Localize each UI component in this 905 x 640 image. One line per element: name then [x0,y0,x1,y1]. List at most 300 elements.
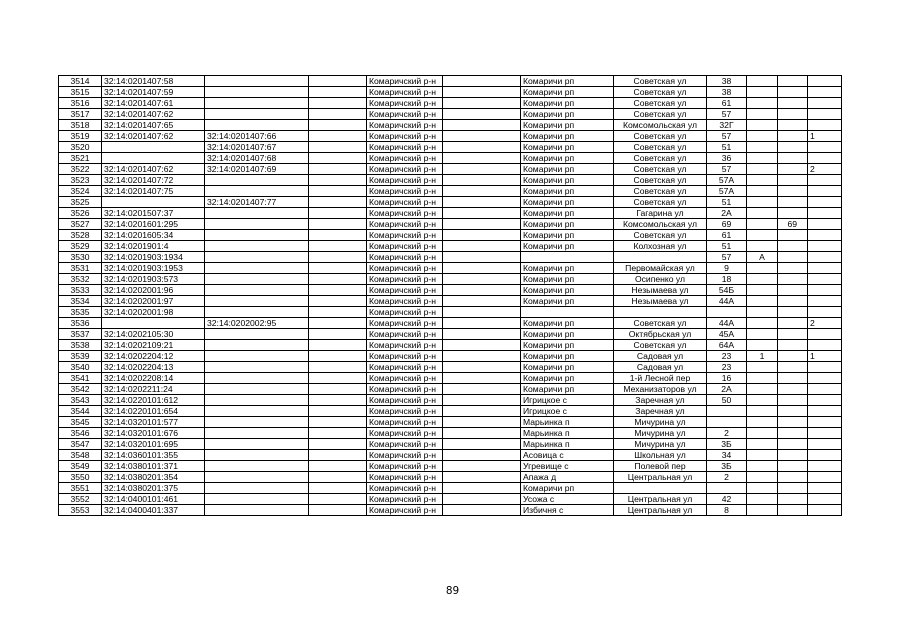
cell-building [747,483,778,494]
cell-cadastral-number: 32:14:0380201:354 [102,472,205,483]
cell-linked-cadastral-number [205,384,309,395]
cell-district: Комаричский р-н [367,230,443,241]
cell-building [747,395,778,406]
cell-street: Советская ул [614,164,707,175]
cell-empty-column [309,274,367,285]
table-row [59,494,842,505]
cell-empty-column [309,406,367,417]
cell-empty-column-2 [443,351,521,362]
cell-empty-column-2 [443,131,521,142]
cell-house-number: 3Б [707,461,747,472]
cell-cadastral-number: 32:14:0380201:375 [102,483,205,494]
cell-empty-column-2 [443,494,521,505]
cell-district: Комаричский р-н [367,241,443,252]
cell-empty-column-2 [443,307,521,318]
table-row [59,340,842,351]
cell-settlement: Комаричи рп [521,318,614,329]
cell-house-number: 57 [707,131,747,142]
cell-row-number: 3532 [59,274,102,285]
cell-cadastral-number: 32:14:0202001:97 [102,296,205,307]
cell-count [808,153,842,164]
cell-street: Советская ул [614,230,707,241]
cell-empty-column [309,439,367,450]
cell-cadastral-number [102,197,205,208]
cell-house-number: 34 [707,450,747,461]
cell-district: Комаричский р-н [367,87,443,98]
cell-linked-cadastral-number [205,406,309,417]
cell-count [808,219,842,230]
cell-house-number: 51 [707,142,747,153]
cell-street: Мичурина ул [614,417,707,428]
cell-street: Незымаева ул [614,296,707,307]
cell-district: Комаричский р-н [367,384,443,395]
cell-building [747,230,778,241]
cell-empty-column [309,318,367,329]
cell-cadastral-number: 32:14:0201407:65 [102,120,205,131]
cell-building [747,329,778,340]
cell-street: Мичурина ул [614,428,707,439]
cell-settlement: Комаричи рп [521,362,614,373]
cell-empty-column [309,461,367,472]
cell-count: 1 [808,131,842,142]
cell-building [747,417,778,428]
cell-linked-cadastral-number [205,428,309,439]
cell-empty-column-2 [443,505,521,516]
cell-district: Комаричский р-н [367,406,443,417]
cell-building [747,186,778,197]
cell-district: Комаричский р-н [367,285,443,296]
cell-empty-column [309,87,367,98]
cell-cadastral-number: 32:14:0201507:37 [102,208,205,219]
cell-building [747,263,778,274]
cell-street: Полевой пер [614,461,707,472]
cell-district: Комаричский р-н [367,483,443,494]
cell-building [747,274,778,285]
cell-cadastral-number: 32:14:0201407:61 [102,98,205,109]
cell-cadastral-number: 32:14:0202109:21 [102,340,205,351]
cell-building [747,208,778,219]
table-row [59,351,842,362]
cell-empty-column-2 [443,219,521,230]
cell-district: Комаричский р-н [367,373,443,384]
cell-building [747,461,778,472]
cell-empty-column [309,384,367,395]
cell-district: Комаричский р-н [367,263,443,274]
cell-building [747,384,778,395]
cell-district: Комаричский р-н [367,307,443,318]
cell-house-number: 61 [707,98,747,109]
cell-row-number: 3537 [59,329,102,340]
cell-building [747,98,778,109]
cell-street: Садовая ул [614,351,707,362]
cell-linked-cadastral-number [205,307,309,318]
cell-row-number: 3547 [59,439,102,450]
table-row [59,318,842,329]
cell-street: Первомайская ул [614,263,707,274]
cell-district: Комаричский р-н [367,175,443,186]
cell-linked-cadastral-number [205,439,309,450]
table-row [59,208,842,219]
cell-count [808,417,842,428]
table-row [59,373,842,384]
cell-linked-cadastral-number [205,208,309,219]
cell-cadastral-number: 32:14:0202208:14 [102,373,205,384]
cell-building-number [778,329,808,340]
cell-building-number [778,76,808,87]
cell-row-number: 3552 [59,494,102,505]
cell-district: Комаричский р-н [367,417,443,428]
cell-settlement: Комаричи рп [521,87,614,98]
cell-empty-column-2 [443,153,521,164]
cell-empty-column-2 [443,472,521,483]
cell-cadastral-number: 32:14:0220101:612 [102,395,205,406]
cell-street: Советская ул [614,197,707,208]
cell-building [747,285,778,296]
table-row [59,153,842,164]
cell-cadastral-number: 32:14:0201407:75 [102,186,205,197]
cell-cadastral-number: 32:14:0201407:59 [102,87,205,98]
table-row [59,87,842,98]
table-row [59,230,842,241]
cell-building [747,76,778,87]
cell-building [747,164,778,175]
cell-count [808,340,842,351]
cell-settlement: Комаричи рп [521,208,614,219]
cell-street: Заречная ул [614,406,707,417]
cell-linked-cadastral-number [205,417,309,428]
cell-empty-column [309,208,367,219]
cell-row-number: 3542 [59,384,102,395]
cell-linked-cadastral-number [205,285,309,296]
cell-empty-column [309,329,367,340]
cell-settlement: Марьинка п [521,428,614,439]
cell-cadastral-number: 32:14:0201407:72 [102,175,205,186]
cell-row-number: 3535 [59,307,102,318]
cell-house-number: 9 [707,263,747,274]
cell-building [747,131,778,142]
cell-settlement: Комаричи рп [521,351,614,362]
cell-count [808,109,842,120]
cell-row-number: 3514 [59,76,102,87]
cell-building [747,241,778,252]
cell-row-number: 3522 [59,164,102,175]
cell-linked-cadastral-number [205,263,309,274]
cell-count [808,98,842,109]
cell-street: Колхозная ул [614,241,707,252]
table-row [59,98,842,109]
cell-building-number [778,494,808,505]
cell-linked-cadastral-number [205,505,309,516]
cell-building-number [778,450,808,461]
cell-linked-cadastral-number [205,373,309,384]
cell-empty-column [309,175,367,186]
cell-building [747,175,778,186]
cell-linked-cadastral-number [205,450,309,461]
table-row [59,439,842,450]
cell-empty-column-2 [443,186,521,197]
table-body [59,76,842,516]
cell-district: Комаричский р-н [367,461,443,472]
cell-empty-column-2 [443,483,521,494]
cell-empty-column [309,98,367,109]
cell-settlement: Комаричи рп [521,241,614,252]
cell-count [808,406,842,417]
cell-building [747,340,778,351]
cell-cadastral-number: 32:14:0220101:654 [102,406,205,417]
table-row [59,197,842,208]
table-row [59,285,842,296]
cell-district: Комаричский р-н [367,153,443,164]
cell-district: Комаричский р-н [367,296,443,307]
cell-count [808,230,842,241]
cell-house-number: 36 [707,153,747,164]
cell-district: Комаричский р-н [367,450,443,461]
cell-district: Комаричский р-н [367,494,443,505]
cell-street: Незымаева ул [614,285,707,296]
cell-building [747,307,778,318]
cell-street: Садовая ул [614,362,707,373]
cell-row-number: 3539 [59,351,102,362]
cell-district: Комаричский р-н [367,395,443,406]
table-row [59,296,842,307]
cell-building [747,197,778,208]
cell-settlement: Усожа с [521,494,614,505]
cell-street: Заречная ул [614,395,707,406]
cell-house-number: 42 [707,494,747,505]
cell-settlement [521,307,614,318]
cell-empty-column [309,494,367,505]
table-row [59,120,842,131]
cell-linked-cadastral-number: 32:14:0202002:95 [205,318,309,329]
cell-district: Комаричский р-н [367,362,443,373]
cell-house-number: 51 [707,197,747,208]
table-row [59,76,842,87]
cell-linked-cadastral-number [205,274,309,285]
cell-house-number: 3Б [707,439,747,450]
cell-row-number: 3525 [59,197,102,208]
cell-empty-column-2 [443,263,521,274]
cell-empty-column-2 [443,450,521,461]
cell-street: Советская ул [614,109,707,120]
table-row [59,164,842,175]
cell-empty-column-2 [443,230,521,241]
cell-house-number [707,406,747,417]
cell-building [747,109,778,120]
cell-empty-column-2 [443,142,521,153]
cell-linked-cadastral-number [205,76,309,87]
cell-row-number: 3541 [59,373,102,384]
cell-empty-column [309,120,367,131]
cell-settlement: Угревище с [521,461,614,472]
cell-street: Советская ул [614,153,707,164]
cell-street: Школьная ул [614,450,707,461]
cell-row-number: 3518 [59,120,102,131]
cell-row-number: 3524 [59,186,102,197]
cell-cadastral-number: 32:14:0201903:1953 [102,263,205,274]
cell-building [747,428,778,439]
cell-linked-cadastral-number [205,472,309,483]
cell-settlement: Комаричи рп [521,76,614,87]
cell-settlement: Комаричи рп [521,263,614,274]
cell-settlement: Комаричи рп [521,219,614,230]
cell-house-number: 50 [707,395,747,406]
cell-linked-cadastral-number [205,87,309,98]
cell-empty-column-2 [443,87,521,98]
cell-empty-column-2 [443,197,521,208]
cell-district: Комаричский р-н [367,340,443,351]
cell-building [747,472,778,483]
cell-linked-cadastral-number [205,494,309,505]
cell-house-number: 23 [707,351,747,362]
cell-cadastral-number: 32:14:0400101:461 [102,494,205,505]
cell-settlement: Комаричи рп [521,329,614,340]
table-row [59,263,842,274]
cell-count [808,252,842,263]
table-row [59,428,842,439]
cell-cadastral-number [102,153,205,164]
cell-settlement: Апажа д [521,472,614,483]
cell-house-number: 57 [707,164,747,175]
cell-house-number: 57 [707,252,747,263]
cell-empty-column-2 [443,395,521,406]
cell-house-number: 57А [707,186,747,197]
cell-row-number: 3543 [59,395,102,406]
cell-district: Комаричский р-н [367,164,443,175]
cell-empty-column-2 [443,428,521,439]
cell-street: Советская ул [614,87,707,98]
cell-street: Советская ул [614,318,707,329]
cell-building-number [778,384,808,395]
table-row [59,472,842,483]
cell-settlement: Комаричи рп [521,175,614,186]
table-row [59,142,842,153]
page-number: 89 [445,585,460,597]
cell-empty-column [309,164,367,175]
cell-count [808,494,842,505]
cell-building-number [778,461,808,472]
cell-settlement: Марьинка п [521,439,614,450]
cell-building-number [778,98,808,109]
cell-street: Гагарина ул [614,208,707,219]
cell-house-number: 16 [707,373,747,384]
cell-district: Комаричский р-н [367,208,443,219]
cell-row-number: 3536 [59,318,102,329]
cell-empty-column-2 [443,439,521,450]
cell-building [747,142,778,153]
cell-empty-column-2 [443,252,521,263]
cell-district: Комаричский р-н [367,351,443,362]
cell-linked-cadastral-number [205,241,309,252]
cell-row-number: 3544 [59,406,102,417]
cell-building-number [778,142,808,153]
cell-building [747,87,778,98]
cell-settlement: Комаричи рп [521,153,614,164]
cell-row-number: 3550 [59,472,102,483]
cell-house-number: 23 [707,362,747,373]
cell-district: Комаричский р-н [367,274,443,285]
cell-row-number: 3549 [59,461,102,472]
cell-building-number [778,197,808,208]
cell-district: Комаричский р-н [367,252,443,263]
cell-house-number: 54Б [707,285,747,296]
table-row [59,505,842,516]
cell-house-number: 18 [707,274,747,285]
cell-house-number: 32Г [707,120,747,131]
cell-settlement: Марьинка п [521,417,614,428]
cell-district: Комаричский р-н [367,318,443,329]
cell-empty-column-2 [443,274,521,285]
cell-building-number [778,472,808,483]
cell-linked-cadastral-number: 32:14:0201407:77 [205,197,309,208]
table-row [59,252,842,263]
cell-building-number [778,406,808,417]
cell-cadastral-number: 32:14:0202105:30 [102,329,205,340]
cell-street [614,252,707,263]
cell-linked-cadastral-number [205,252,309,263]
cell-building-number [778,252,808,263]
cell-count [808,505,842,516]
table-row [59,362,842,373]
cell-settlement: Асовица с [521,450,614,461]
cell-row-number: 3553 [59,505,102,516]
cell-linked-cadastral-number [205,109,309,120]
cell-empty-column [309,263,367,274]
cell-row-number: 3519 [59,131,102,142]
cell-row-number: 3521 [59,153,102,164]
cell-house-number: 2А [707,384,747,395]
cell-street: Центральная ул [614,472,707,483]
cell-building: А [747,252,778,263]
cell-row-number: 3545 [59,417,102,428]
cell-house-number [707,417,747,428]
cell-cadastral-number: 32:14:0201407:62 [102,131,205,142]
cell-row-number: 3533 [59,285,102,296]
cell-linked-cadastral-number [205,351,309,362]
cell-district: Комаричский р-н [367,219,443,230]
cell-empty-column [309,483,367,494]
cell-empty-column-2 [443,461,521,472]
cell-settlement: Комаричи рп [521,186,614,197]
data-table [58,75,842,516]
cell-cadastral-number: 32:14:0202204:12 [102,351,205,362]
cell-settlement: Комаричи рп [521,142,614,153]
cell-empty-column [309,230,367,241]
cell-count [808,175,842,186]
cell-count [808,296,842,307]
cell-count [808,307,842,318]
cell-house-number: 2 [707,428,747,439]
cell-empty-column [309,131,367,142]
cell-empty-column-2 [443,175,521,186]
cell-house-number: 2А [707,208,747,219]
cell-empty-column-2 [443,318,521,329]
cell-cadastral-number: 32:14:0201407:62 [102,109,205,120]
cell-district: Комаричский р-н [367,197,443,208]
cell-empty-column [309,307,367,318]
cell-house-number: 57А [707,175,747,186]
cell-settlement: Игрицкое с [521,395,614,406]
table-row [59,329,842,340]
cell-count [808,395,842,406]
table-row [59,131,842,142]
cell-empty-column [309,296,367,307]
cell-house-number: 51 [707,241,747,252]
cell-house-number: 45А [707,329,747,340]
cell-linked-cadastral-number [205,296,309,307]
cell-empty-column [309,373,367,384]
cell-count [808,274,842,285]
cell-building [747,318,778,329]
